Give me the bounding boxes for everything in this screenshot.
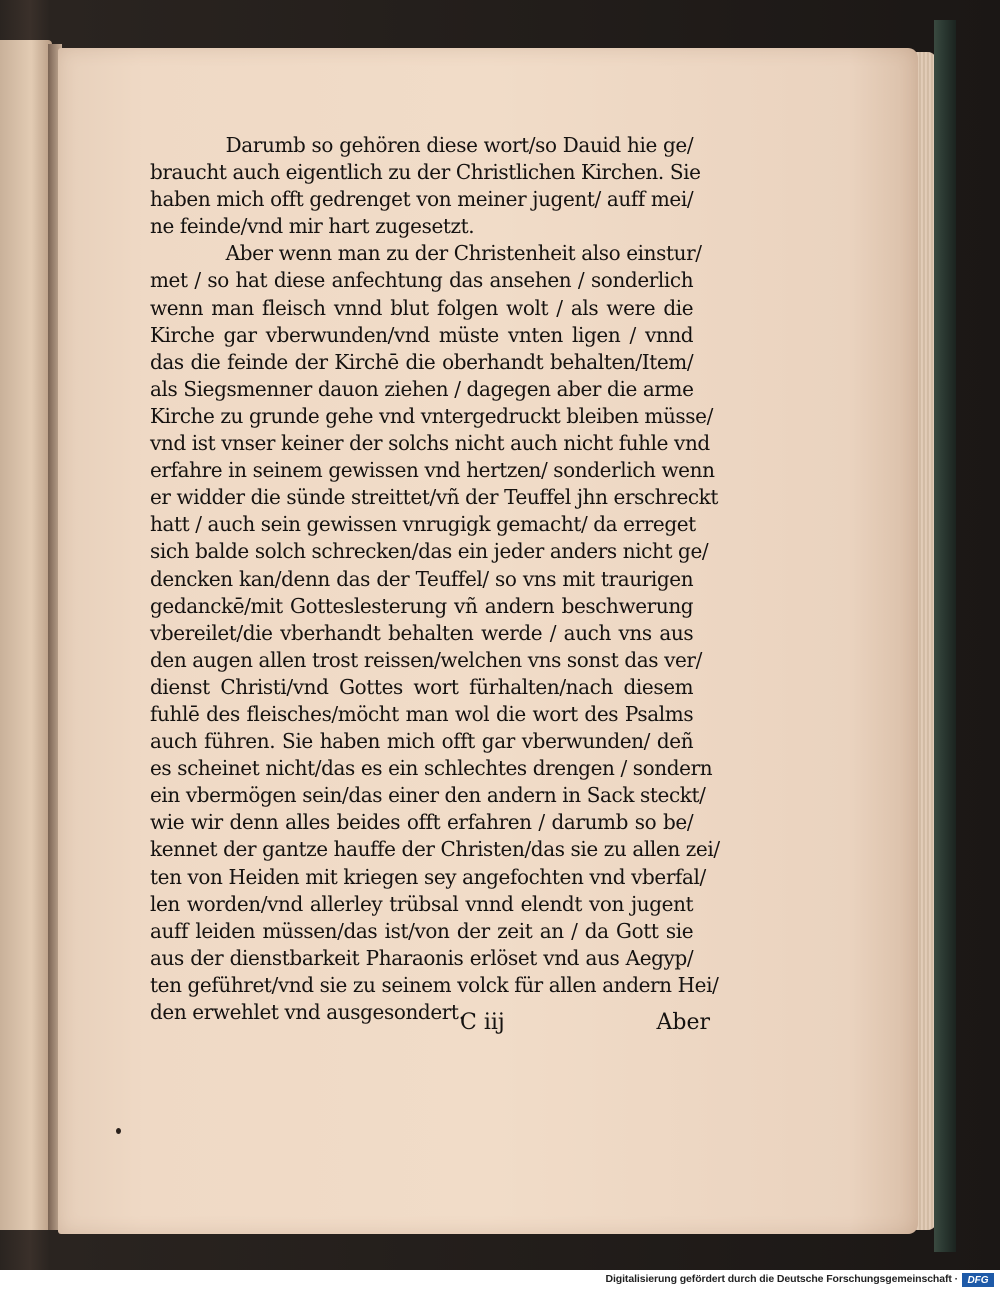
text-line: ein vbermögen sein/das einer den andern in Sack steckt/ xyxy=(150,783,706,808)
text-line: den augen allen trost reissen/welchen vns sonst das ver/ xyxy=(150,647,702,672)
text-line: vnd ist vnser keiner der solchs nicht auch nicht fuhle vnd xyxy=(150,431,710,456)
text-line: ten geführet/vnd sie zu seinem volck für allen andern Hei/ xyxy=(150,972,719,997)
text-line: wenn man fleisch vnnd blut folgen wolt / als were die xyxy=(150,295,694,320)
text-line: den erwehlet vnd ausgesondert. xyxy=(150,1000,465,1024)
text-line: ne feinde/vnd mir hart zugesetzt. xyxy=(150,214,475,239)
signature-mark: C iij xyxy=(460,1010,505,1035)
signature-line xyxy=(460,1010,710,1042)
text-line: Kirche gar vberwunden/vnd müste vnten ligen / vnnd xyxy=(150,322,694,347)
text-line: aus der dienstbarkeit Pharaonis erlöset vnd aus Aegyp/ xyxy=(150,945,694,970)
text-line: vbereilet/die vberhandt behalten werde / auch vns aus xyxy=(150,620,694,645)
text-line: wie wir denn alles beides offt erfahren / darumb so be/ xyxy=(150,810,694,835)
footer-credit: Digitalisierung gefördert durch die Deutsche Forschungsgemeinschaft · xyxy=(605,1273,958,1285)
text-line: es scheinet nicht/das es ein schlechtes drengen / sondern xyxy=(150,756,713,781)
text-line: ten von Heiden mit kriegen sey angefochten vnd vberfal/ xyxy=(150,864,706,889)
catchword: Aber xyxy=(656,1010,710,1035)
text-line: met / so hat diese anfechtung das ansehen / sonderlich xyxy=(150,268,694,293)
text-line: len worden/vnd allerley trübsal vnnd elendt von jugent xyxy=(150,891,694,916)
text-line: Darumb so gehören diese wort/so Dauid hie ge/ xyxy=(225,133,694,157)
text-line: Aber wenn man zu der Christenheit also einstur/ xyxy=(225,241,702,266)
left-page-edge xyxy=(0,40,52,1230)
book-cover-edge xyxy=(934,20,956,1252)
text-line: hatt / auch sein gewissen vnrugigk gemacht/ da erreget xyxy=(150,512,696,537)
text-line: dencken kan/denn das der Teuffel/ so vns mit traurigen xyxy=(150,566,694,591)
text-line: auch führen. Sie haben mich offt gar vberwunden/ deñ xyxy=(150,729,694,754)
text-line: fuhlē des fleisches/möcht man wol die wort des Psalms xyxy=(150,701,694,726)
text-line: kennet der gantze hauffe der Christen/das sie zu allen zei/ xyxy=(150,837,720,862)
text-line: haben mich offt gedrenget von meiner jugent/ auff mei/ xyxy=(150,187,694,212)
page-text xyxy=(150,132,720,1026)
text-line: braucht auch eigentlich zu der Christlichen Kirchen. Sie xyxy=(150,160,701,185)
text-line: dienst Christi/vnd Gottes wort fürhalten/nach diesem xyxy=(150,674,694,699)
text-line: auff leiden müssen/das ist/von der zeit an / da Gott sie xyxy=(150,918,694,943)
ink-speck xyxy=(116,1128,121,1134)
text-line: erfahre in seinem gewissen vnd hertzen/ sonderlich wenn xyxy=(150,458,715,483)
text-line: sich balde solch schrecken/das ein jeder anders nicht ge/ xyxy=(150,539,709,564)
text-line: Kirche zu grunde gehe vnd vntergedruckt bleiben müsse/ xyxy=(150,403,713,428)
text-line: er widder die sünde streittet/vñ der Teuffel jhn erschreckt xyxy=(150,485,719,510)
footer-bar xyxy=(0,1270,1000,1290)
text-line: das die feinde der Kirchē die oberhandt behalten/Item/ xyxy=(150,349,694,374)
dfg-logo[interactable]: DFG xyxy=(962,1273,994,1287)
text-line: als Siegsmenner dauon ziehen / dagegen aber die arme xyxy=(150,376,694,401)
text-line: gedanckē/mit Gotteslesterung vñ andern beschwerung xyxy=(150,593,694,618)
